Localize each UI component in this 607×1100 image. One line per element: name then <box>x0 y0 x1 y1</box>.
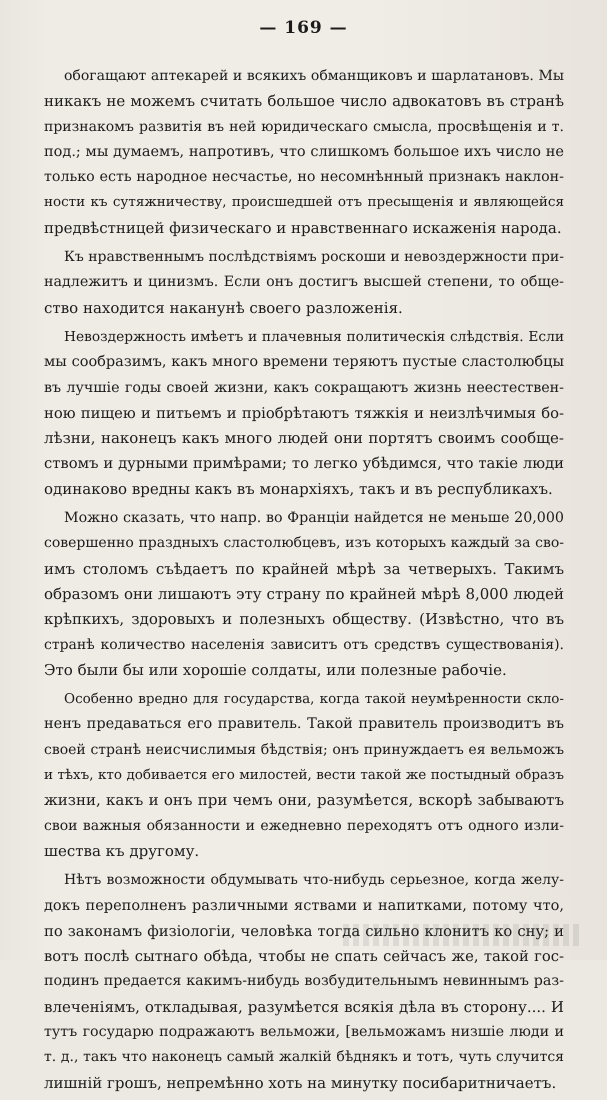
text-line: лѣзни, наконецъ какъ много людей они портятъ своимъ сообще- <box>44 429 564 448</box>
paragraph <box>44 64 564 241</box>
show-through-text <box>343 924 583 946</box>
text-line: Особенно вредно для государства, когда такой неумѣренности скло- <box>64 691 564 708</box>
text-line: по законамъ физіологіи, человѣка тогда сильно клонитъ ко сну; и <box>44 922 564 940</box>
text-line: странѣ количество населенія зависитъ отъ средствъ существованія). <box>44 636 564 653</box>
text-line: тутъ государю подражаютъ вельможи, [вельможамъ низшіе люди и <box>44 1023 564 1040</box>
text-line: надлежитъ и цинизмъ. Если онъ достигъ высшей степени, то обще- <box>44 274 564 291</box>
text-line: своей странѣ неисчислимыя бѣдствія; онъ принуждаетъ ея вельможъ <box>44 741 564 758</box>
text-line: жизни, какъ и онъ при чемъ они, разумѣется, вскорѣ забываютъ <box>44 791 564 810</box>
text-line: подинъ предается какимъ-нибудь возбудительнымъ невиннымъ раз- <box>44 973 564 990</box>
text-line: ности къ сутяжничеству, происшедшей отъ пресыщенія и являющейся <box>44 194 564 211</box>
paragraph <box>44 506 564 683</box>
text-line: совершенно праздныхъ сластолюбцевъ, изъ которыхъ каждый за сво- <box>44 535 564 552</box>
text-line: имъ столомъ съѣдаетъ по крайней мѣрѣ за четверыхъ. Такимъ <box>44 559 564 578</box>
text-line: признакомъ развитія въ ней юридическаго смысла, просвѣщенія и т. <box>44 118 564 135</box>
text-line: никакъ не можемъ считать большое число адвокатовъ въ странѣ <box>44 92 564 111</box>
paragraph <box>44 245 564 321</box>
text-line: свои важныя обязанности и ежедневно переходятъ отъ одного изли- <box>44 817 564 834</box>
text-line: ствомъ и дурными примѣрами; то легко убѣдимся, что такіе люди <box>44 455 564 473</box>
text-line: только есть народное несчастье, но несомнѣнный признакъ наклон- <box>44 169 564 186</box>
text-line: и тѣхъ, кто добивается его милостей, вести такой же постыдный образъ <box>44 767 564 784</box>
text-line: мы сообразимъ, какъ много времени теряютъ пустые сластолюбцы <box>44 354 564 371</box>
text-line: докъ переполненъ различными яствами и напитками, потому что, <box>44 897 564 914</box>
text-line: ненъ предаваться его правитель. Такой правитель производитъ въ <box>44 716 564 733</box>
text-line: крѣпкихъ, здоровыхъ и полезныхъ обществу. (Извѣстно, что въ <box>44 610 564 629</box>
text-line: одинаково вредны какъ въ монархіяхъ, такъ и въ республикахъ. <box>44 479 553 498</box>
text-line: образомъ они лишаютъ эту страну по крайней мѣрѣ 8,000 людей <box>44 584 564 603</box>
text-line: Нѣтъ возможности обдумывать что-нибудь серьезное, когда желу- <box>64 872 564 889</box>
page-number: — 169 — <box>259 18 348 38</box>
text-line: Къ нравственнымъ послѣдствіямъ роскоши и невоздержности при- <box>64 249 564 266</box>
text-line: въ лучшіе годы своей жизни, какъ сокращаютъ жизнь неестествен- <box>44 379 564 396</box>
paragraph <box>44 687 564 864</box>
text-line: предвѣстницей физическаго и нравственнаго искаженія народа. <box>44 218 562 237</box>
text-line: Невоздержность имѣетъ и плачевныя политическія слѣдствія. Если <box>64 328 564 345</box>
text-line: вотъ послѣ сытнаго обѣда, чтобы не спать сейчасъ же, такой гос- <box>44 948 564 966</box>
text-line: Это были бы или хорошіе солдаты, или полезные рабочіе. <box>44 660 507 679</box>
text-line: под.; мы думаемъ, напротивъ, что слишкомъ большое ихъ число не <box>44 143 564 160</box>
text-line: обогащают аптекарей и всякихъ обманщиковъ и шарлатановъ. Мы <box>64 68 564 84</box>
paragraph <box>44 325 564 502</box>
text-line: влеченіямъ, откладывая, разумѣется всякія дѣла въ сторону.... И <box>44 997 564 1016</box>
text-line: шества къ другому. <box>44 841 200 860</box>
text-line: лишній грошъ, непремѣнно хоть на минутку посибаритничаетъ. <box>44 1073 557 1092</box>
text-line: Можно сказать, что напр. во Франціи найдется не меньше 20,000 <box>64 510 564 527</box>
text-line: т. д., такъ что наконецъ самый жалкій бѣднякъ и тотъ, чуть случится <box>44 1049 564 1066</box>
paragraph <box>44 868 564 1096</box>
text-line: ство находится наканунѣ своего разложенія. <box>44 298 403 317</box>
text-line: ною пищею и питьемъ и пріобрѣтаютъ тяжкія и неизлѣчимыя бо- <box>44 404 564 422</box>
